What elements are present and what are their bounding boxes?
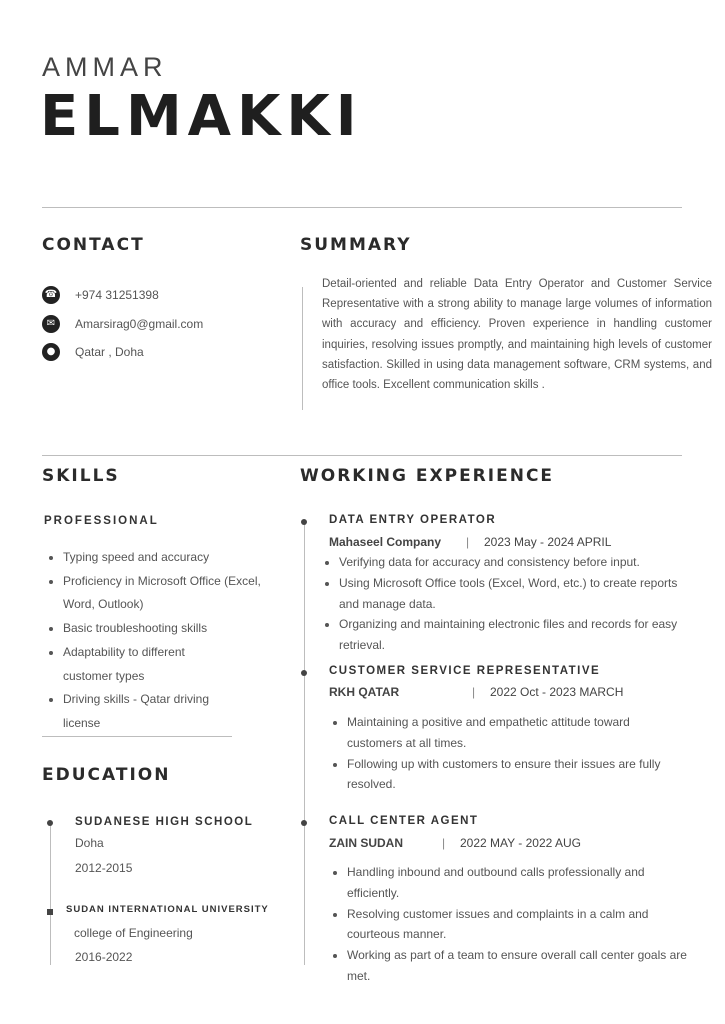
job-bullet: • Resolving customer issues and complaints in a calm and courteous manner.	[347, 904, 677, 946]
education-years: 2012-2015	[75, 861, 133, 875]
job-dates: 2023 May - 2024 APRIL	[484, 535, 612, 549]
education-detail: college of Engineering	[74, 926, 193, 940]
education-school: SUDANESE HIGH SCHOOL	[75, 816, 254, 828]
meta-separator: |	[466, 535, 470, 549]
education-marker	[47, 820, 53, 826]
job-meta	[329, 685, 623, 699]
header-divider	[42, 207, 682, 208]
job-bullets	[322, 552, 724, 656]
contact-location-row	[42, 343, 144, 361]
first-name: AMMAR	[42, 52, 168, 82]
job-company: Mahaseel Company	[329, 535, 442, 549]
job-bullet: • Handling inbound and outbound calls professionally and efficiently.	[347, 862, 677, 904]
job-bullet: • Maintaining a positive and empathetic attitude toward customers at all times.	[347, 712, 647, 754]
skills-subheading: PROFESSIONAL	[44, 515, 159, 527]
job-bullet: • Using Microsoft Office tools (Excel, Word, etc.) to create reports and manage data.	[339, 573, 684, 615]
skill-item: • Basic troubleshooting skills	[63, 617, 283, 641]
job-bullet: • Following up with customers to ensure their issues are fully resolved.	[347, 754, 667, 796]
phone-icon: ☎	[42, 286, 60, 304]
job-marker	[301, 820, 307, 826]
job-meta	[329, 836, 581, 850]
contact-phone: +974 31251398	[75, 288, 159, 302]
location-pin-icon: ●	[42, 343, 60, 361]
job-bullets	[330, 862, 692, 987]
contact-location: Qatar , Doha	[75, 345, 144, 359]
job-bullet: • Verifying data for accuracy and consistency before input.	[339, 552, 724, 573]
education-years: 2016-2022	[75, 950, 133, 964]
education-marker	[47, 909, 53, 915]
summary-text: Detail-oriented and reliable Data Entry Operator and Customer Service Representative with a strong ability to manage large volumes of information with accuracy and efficiency. Proven experience in handling customer inquiries, resolving issues promptly, and maintaining high levels of customer satisfaction. Skilled in using data management software, CRM systems, and office tools. Excellent communication skills .	[322, 278, 712, 392]
skill-item: • Proficiency in Microsoft Office (Excel, Word, Outlook)	[63, 570, 283, 617]
skills-list	[42, 546, 283, 736]
job-bullets	[330, 712, 667, 795]
skill-item: • Driving skills - Qatar driving license	[63, 688, 243, 735]
education-detail: Doha	[75, 836, 104, 850]
job-dates: 2022 Oct - 2023 MARCH	[490, 685, 624, 699]
email-icon: ✉	[42, 315, 60, 333]
job-meta	[329, 535, 611, 549]
experience-heading: WORKING EXPERIENCE	[300, 466, 555, 486]
job-marker	[301, 670, 307, 676]
contact-heading: CONTACT	[42, 235, 145, 255]
job-title: DATA ENTRY OPERATOR	[329, 514, 497, 526]
job-title: CALL CENTER AGENT	[329, 815, 479, 827]
job-bullet: • Organizing and maintaining electronic files and records for easy retrieval.	[339, 614, 724, 656]
job-dates: 2022 MAY - 2022 AUG	[460, 836, 581, 850]
education-school: SUDAN INTERNATIONAL UNIVERSITY	[66, 904, 269, 915]
contact-email-row	[42, 315, 203, 333]
skills-divider	[42, 736, 232, 737]
summary-rule	[302, 287, 303, 410]
meta-separator: |	[442, 836, 446, 850]
meta-separator: |	[472, 685, 476, 699]
education-timeline	[50, 823, 51, 965]
last-name: ELMAKKI	[40, 84, 363, 149]
skill-item: • Typing speed and accuracy	[63, 546, 283, 570]
job-company: RKH QATAR	[329, 685, 400, 699]
skill-item: • Adaptability to different customer types	[63, 641, 223, 688]
contact-email: Amarsirag0@gmail.com	[75, 317, 204, 331]
job-title: CUSTOMER SERVICE REPRESENTATIVE	[329, 665, 601, 677]
experience-timeline	[304, 520, 305, 965]
summary-heading: SUMMARY	[300, 235, 412, 255]
mid-divider	[42, 455, 682, 456]
job-company: ZAIN SUDAN	[329, 836, 403, 850]
education-heading: EDUCATION	[42, 765, 171, 785]
job-bullet: • Working as part of a team to ensure overall call center goals are met.	[347, 945, 687, 987]
contact-phone-row	[42, 286, 159, 304]
skills-heading: SKILLS	[42, 466, 120, 486]
job-marker	[301, 519, 307, 525]
